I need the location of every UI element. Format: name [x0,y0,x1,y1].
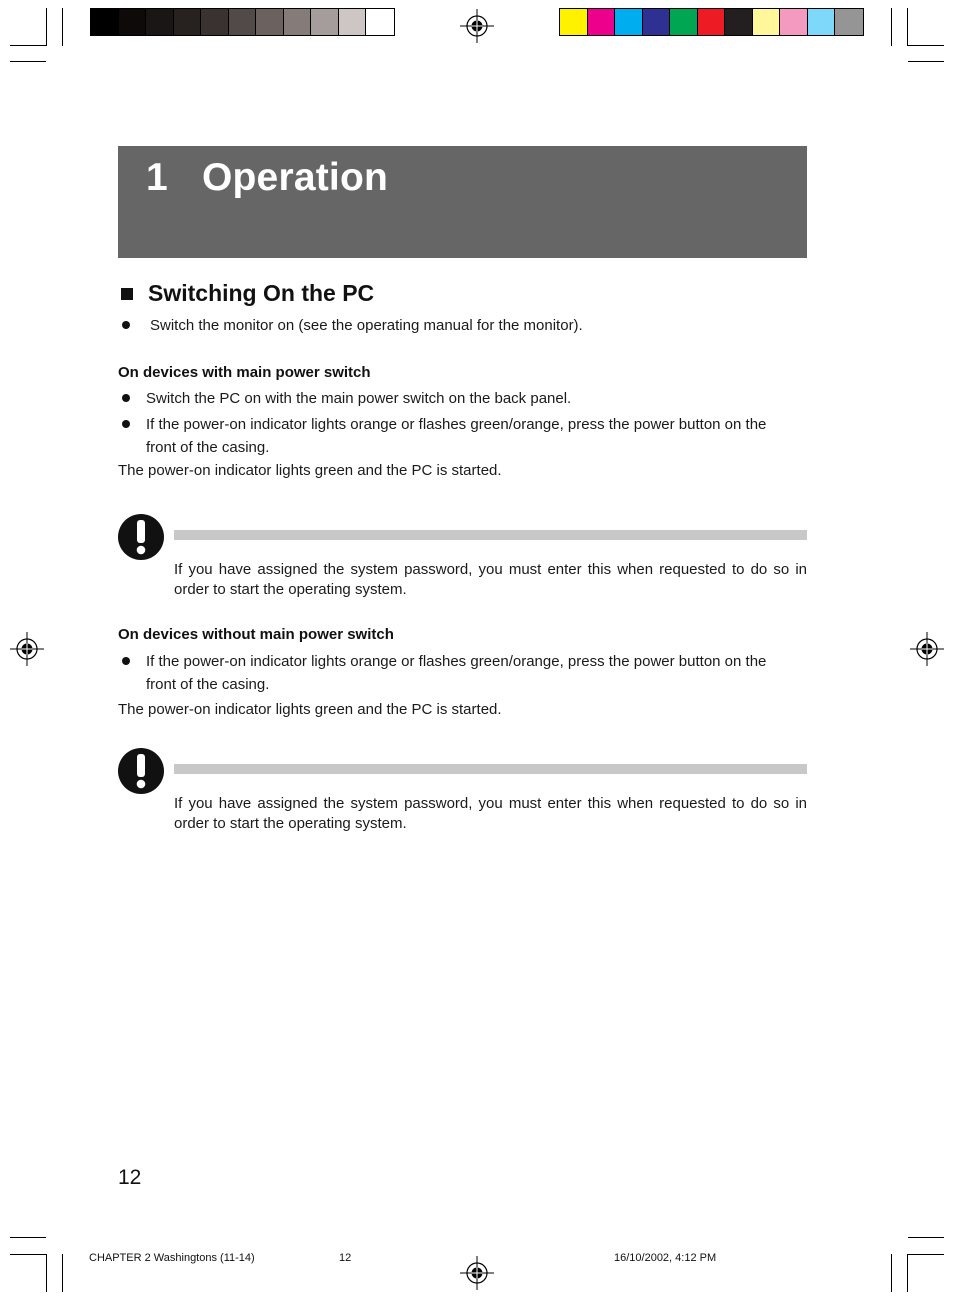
bullet-icon [122,394,130,402]
crop-mark [891,8,892,46]
chapter-number: 1 [146,156,168,199]
color-swatch [698,9,726,35]
crop-mark [907,8,908,46]
color-swatch [725,9,753,35]
intro-bullet-text: Switch the monitor on (see the operating manual for the monitor). [150,317,583,334]
color-swatch [119,9,147,35]
note-divider-bar [174,764,807,774]
color-swatch [643,9,671,35]
no-main-switch-bullet-1-line-1: If the power-on indicator lights orange or flashes green/orange, press the power button on the [146,653,767,670]
crop-mark [10,1237,46,1238]
grayscale-color-bar [90,8,395,36]
crop-mark [908,1237,944,1238]
crop-mark [62,1254,63,1292]
main-switch-result: The power-on indicator lights green and the PC is started. [118,462,502,479]
crop-mark [10,61,46,62]
main-switch-bullet-1: Switch the PC on with the main power switch on the back panel. [146,390,572,407]
registration-mark-icon [10,632,44,666]
exclamation-icon [118,748,164,794]
square-bullet-icon [121,288,133,300]
no-main-switch-result: The power-on indicator lights green and the PC is started. [118,701,502,718]
chapter-banner [118,146,807,258]
footer-page: 12 [339,1252,352,1264]
registration-mark-icon [910,632,944,666]
process-color-bar [559,8,864,36]
crop-mark [10,1254,46,1255]
crop-mark [62,8,63,46]
color-swatch [311,9,339,35]
color-swatch [201,9,229,35]
footer-file-name: CHAPTER 2 Washingtons (11-14) [89,1252,255,1264]
crop-mark [908,61,944,62]
section-title: Switching On the PC [148,280,375,306]
registration-mark-icon [460,9,494,43]
color-swatch [835,9,863,35]
note-1-text: If you have assigned the system password, you must enter this when requested to do so in order to start the operating system. [174,561,807,598]
registration-mark-icon [460,1256,494,1290]
color-swatch [229,9,257,35]
crop-mark [891,1254,892,1292]
crop-mark [908,45,944,46]
page-number: 12 [118,1166,142,1189]
color-swatch [615,9,643,35]
note-2-text: If you have assigned the system password, you must enter this when requested to do so in order to start the operating system. [174,795,807,832]
color-swatch [339,9,367,35]
main-switch-bullet-2-line-2: front of the casing. [146,439,270,456]
chapter-title [146,156,388,200]
no-main-switch-bullet-1-line-2: front of the casing. [146,676,270,693]
color-swatch [146,9,174,35]
color-swatch [670,9,698,35]
color-swatch [366,9,394,35]
color-swatch [91,9,119,35]
note-divider-bar [174,530,807,540]
bullet-icon [122,321,130,329]
subheading-main-switch: On devices with main power switch [118,364,371,381]
color-swatch [174,9,202,35]
color-swatch [588,9,616,35]
exclamation-icon [118,514,164,560]
footer-timestamp: 16/10/2002, 4:12 PM [614,1252,717,1264]
bullet-icon [122,420,130,428]
section-heading [118,280,374,307]
color-swatch [560,9,588,35]
color-swatch [808,9,836,35]
chapter-title-text: Operation [202,156,388,199]
bullet-icon [122,657,130,665]
color-swatch [753,9,781,35]
color-swatch [780,9,808,35]
color-swatch [284,9,312,35]
crop-mark [907,1254,908,1292]
main-switch-bullet-2-line-1: If the power-on indicator lights orange or flashes green/orange, press the power button on the [146,416,767,433]
crop-mark [46,1254,47,1292]
crop-mark [908,1254,944,1255]
subheading-no-main-switch: On devices without main power switch [118,626,394,643]
color-swatch [256,9,284,35]
crop-mark [46,8,47,46]
crop-mark [10,45,46,46]
